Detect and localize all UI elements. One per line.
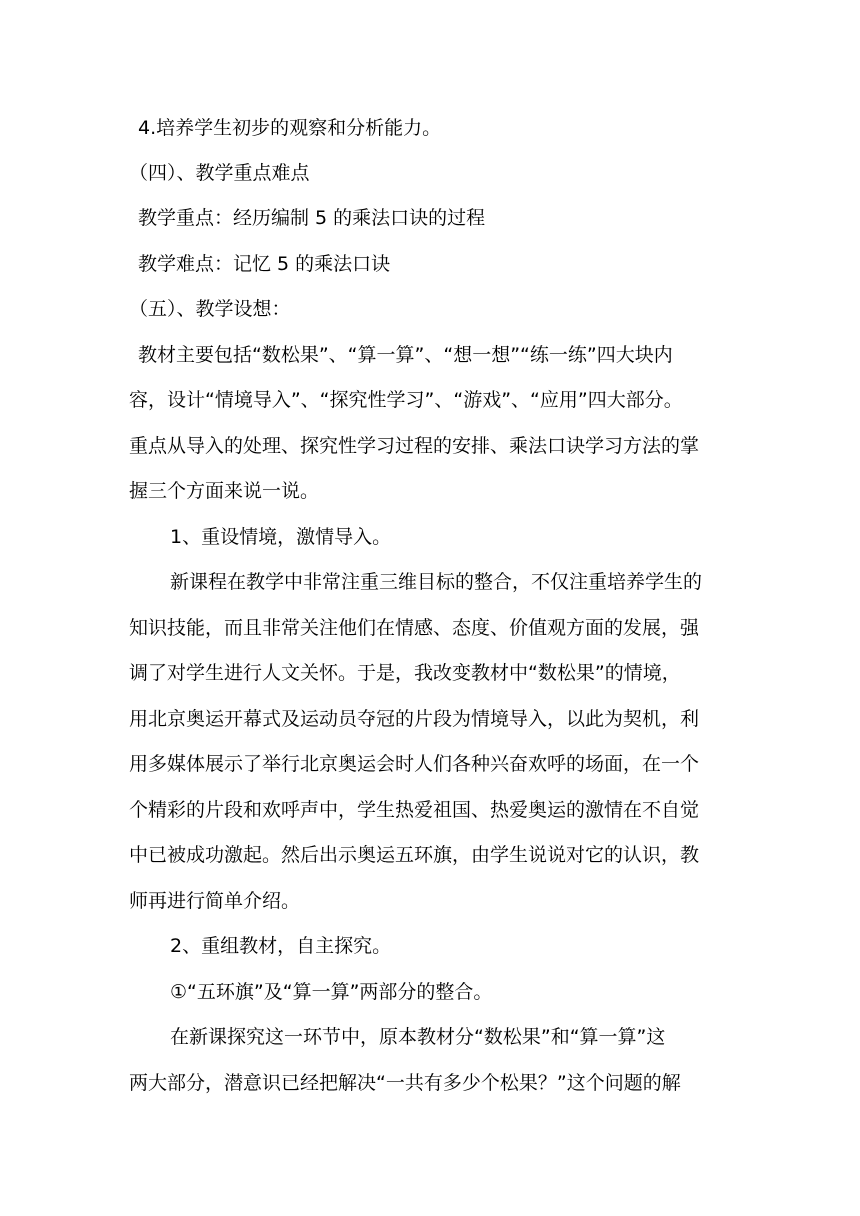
subsection-heading: 1、重设情境，激情导入。 [170,526,392,548]
text-line: 师再进行简单介绍。 [129,890,301,912]
text-line: 容，设计“情境导入”、“探究性学习”、“游戏”、“应用”四大部分。 [129,389,683,411]
text-line: 教材主要包括“数松果”、“算一算”、“想一想”“练一练”四大块内 [138,344,673,366]
text-line: 中已被成功激起。然后出示奥运五环旗，由学生说说对它的认识，教 [129,844,700,866]
text-line: 知识技能，而且非常关注他们在情感、态度、价值观方面的发展，强 [129,617,700,639]
section-heading: （四）、教学重点难点 [129,162,310,184]
text-line: 4.培养学生初步的观察和分析能力。 [138,117,442,139]
text-line: 用北京奥运开幕式及运动员夺冠的片段为情境导入，以此为契机，利 [129,708,700,730]
subsection-heading: 2、重组教材，自主探究。 [170,935,392,957]
text-line: 在新课探究这一环节中，原本教材分“数松果”和“算一算”这 [170,1026,666,1048]
text-line: 握三个方面来说一说。 [129,480,320,502]
text-line: 调了对学生进行人文关怀。于是，我改变教材中“数松果”的情境， [129,662,681,684]
text-line: 用多媒体展示了举行北京奥运会时人们各种兴奋欢呼的场面，在一个 [129,753,700,775]
text-line: 重点从导入的处理、探究性学习过程的安排、乘法口诀学习方法的掌 [129,435,700,457]
text-line: 个精彩的片段和欢呼声中，学生热爱祖国、热爱奥运的激情在不自觉 [129,799,700,821]
text-line: 新课程在教学中非常注重三维目标的整合，不仅注重培养学生的 [170,571,703,593]
text-line: 两大部分，潜意识已经把解决“一共有多少个松果？”这个问题的解 [129,1072,681,1094]
section-heading: （五）、教学设想： [129,298,291,320]
text-line: 教学重点：经历编制 5 的乘法口诀的过程 [138,207,486,229]
text-line: 教学难点：记忆 5 的乘法口诀 [138,253,391,275]
text-line: ①“五环旗”及“算一算”两部分的整合。 [170,981,493,1003]
